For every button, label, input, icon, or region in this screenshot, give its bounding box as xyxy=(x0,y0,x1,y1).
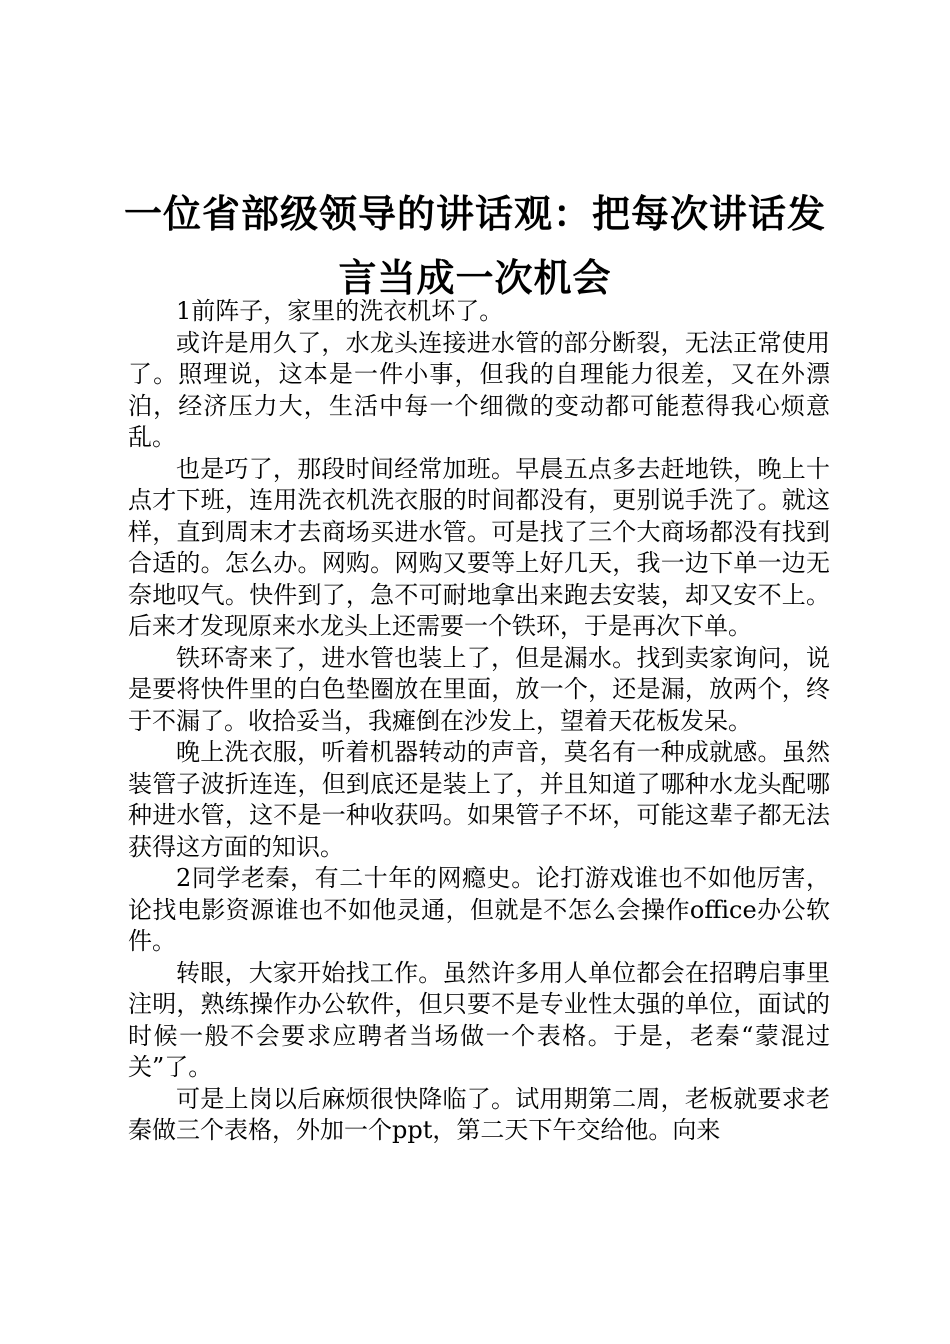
document-title: 一位省部级领导的讲话观：把每次讲话发言当成一次机会 xyxy=(123,191,826,300)
paragraph: 晚上洗衣服，听着机器转动的声音，莫名有一种成就感。虽然装管子波折连连，但到底还是装上了，并且知道了哪种水龙头配哪种进水管，这不是一种收获吗。如果管子不坏，可能这辈子都无法获得这方面的知识。 xyxy=(128,738,830,861)
paragraph: 可是上岗以后麻烦很快降临了。试用期第二周，老板就要求老秦做三个表格，外加一个ppt，第二天下午交给他。向来 xyxy=(128,1084,830,1144)
paragraph: 也是巧了，那段时间经常加班。早晨五点多去赶地铁，晚上十点才下班，连用洗衣机洗衣服的时间都没有，更别说手洗了。就这样，直到周末才去商场买进水管。可是找了三个大商场都没有找到合适的。怎么办。网购。网购又要等上好几天，我一边下单一边无奈地叹气。快件到了，急不可耐地拿出来跑去安装，却又安不上。后来才发现原来水龙头上还需要一个铁环，于是再次下单。 xyxy=(128,454,830,640)
paragraph: 铁环寄来了，进水管也装上了，但是漏水。找到卖家询问，说是要将快件里的白色垫圈放在里面，放一个，还是漏，放两个，终于不漏了。收拾妥当，我瘫倒在沙发上，望着天花板发呆。 xyxy=(128,643,830,735)
document-body xyxy=(128,296,830,1147)
paragraph: 或许是用久了，水龙头连接进水管的部分断裂，无法正常使用了。照理说，这本是一件小事，但我的自理能力很差，又在外漂泊，经济压力大，生活中每一个细微的变动都可能惹得我心烦意乱。 xyxy=(128,328,830,451)
paragraph: 转眼，大家开始找工作。虽然许多用人单位都会在招聘启事里注明，熟练操作办公软件，但只要不是专业性太强的单位，面试的时候一般不会要求应聘者当场做一个表格。于是，老秦“蒙混过关”了。 xyxy=(128,958,830,1081)
paragraph: 1前阵子，家里的洗衣机坏了。 xyxy=(176,297,504,325)
paragraph: 2同学老秦，有二十年的网瘾史。论打游戏谁也不如他厉害，论找电影资源谁也不如他灵通，但就是不怎么会操作office办公软件。 xyxy=(128,864,830,955)
